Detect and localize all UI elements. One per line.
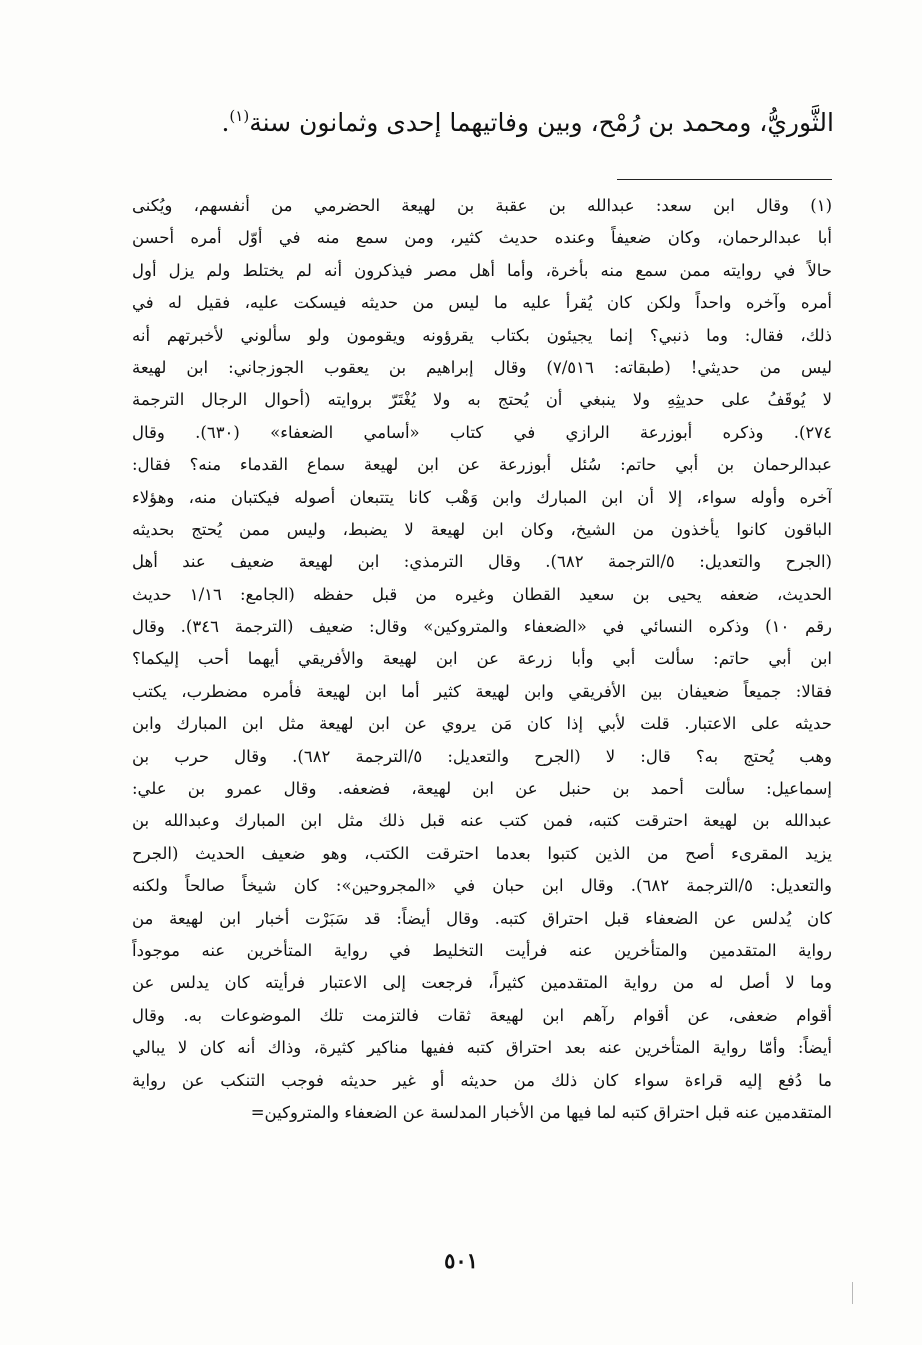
footnote-line: رقم ١٠) وذكره النسائي في «الضعفاء والمتروكين» وقال: ضعيف (الترجمة ٣٤٦). وقال	[132, 617, 832, 637]
footnote-line: يزيد المقرىء أصح من الذين كتبوا بعدما احترقت الكتب، وهو ضعيف الحديث (الجرح	[132, 843, 832, 863]
footnote-line: كان يُدلس عن الضعفاء قبل احتراق كتبه. وقال أيضاً: قد سَبَرْت أخبار ابن لهيعة من	[132, 908, 832, 928]
footnote-separator	[617, 179, 832, 180]
footnote-line: (الجرح والتعديل: ٥/الترجمة ٦٨٢). وقال الترمذي: ابن لهيعة ضعيف عند أهل	[132, 552, 832, 572]
footnote-line: أيضاً: وأمّا رواية المتأخرين عنه بعد احتراق كتبه ففيها مناكير كثيرة، وذاك أنه كان لا يبالي	[132, 1038, 832, 1058]
footnote-line: عبدالله بن لهيعة احترقت كتبه، فمن كتب عنه قبل ذلك مثل ابن المبارك وعبدالله بن	[132, 811, 832, 831]
footnote-block	[132, 190, 832, 1129]
footnote-line: حديثه على الاعتبار. قلت لأبي إذا كان مَن يروي عن ابن لهيعة مثل ابن المبارك وابن	[132, 714, 832, 734]
footnote-line: أمره وآخره واحداً ولكن كان يُقرأ عليه ما ليس من حديثه فيسكت عليه، فقيل له في	[132, 293, 832, 313]
footnote-line: ذلك، فقال: وما ذنبي؟ إنما يجيئون بكتاب يقرؤونه ويقومون ولو سألوني لأخبرتهم أنه	[132, 325, 832, 345]
footnote-line: ٢٧٤). وذكره أبوزرعة الرازي في كتاب «أسامي الضعفاء» (٦٣٠). وقال	[132, 422, 832, 442]
footnote-line: ليس من حديثي! (طبقاته: ٧/٥١٦) وقال إبراهيم بن يعقوب الجوزجاني: ابن لهيعة	[132, 357, 832, 377]
footnote-line: ابن أبي حاتم: سألت أبي وأبا زرعة عن ابن لهيعة والأفريقي أيهما أحب إليكما؟	[132, 649, 832, 669]
footnote-line: والتعديل: ٥/الترجمة ٦٨٢). وقال ابن حبان في «المجروحين»: كان شيخاً صالحاً ولكنه	[132, 876, 832, 896]
footnote-line: أبا عبدالرحمان، وكان ضعيفاً وعنده حديث كثير، ومن سمع منه في أوّل أمره أحسن	[132, 228, 832, 248]
footnote-line: آخره وأوله سواء، إلا أن ابن المبارك وابن وَهْب كانا يتتبعان أصوله فيكتبان منه، وهؤلاء	[132, 487, 832, 507]
main-text-line	[214, 96, 834, 143]
footnote-line: فقالا: جميعاً ضعيفان بين الأفريقي وابن لهيعة كثير أما ابن لهيعة فأمره مضطرب، يكتب	[132, 681, 832, 701]
footnote-line: (١) وقال ابن سعد: عبدالله بن عقبة بن لهيعة الحضرمي من أنفسهم، ويُكنى	[132, 196, 832, 215]
scan-artifact	[852, 1282, 853, 1304]
footnote-line: الحديث، ضعفه يحيى بن سعيد القطان وغيره من قبل حفظه (الجامع: ١/١٦ حديث	[132, 584, 832, 604]
main-text: الثَّوريُّ، ومحمد بن رُمْح، وبين وفاتيهما إحدى وثمانون سنة	[249, 108, 834, 137]
footnote-line: حالاً في روايته ممن سمع منه بأخرة، وأما أهل مصر فيذكرون أنه لم يختلط ولم يزل أول	[132, 260, 832, 280]
footnote-line: وما لا أصل له من رواية المتقدمين كثيراً، فرجعت إلى الاعتبار فرأيته كان يدلس عن	[132, 973, 832, 993]
main-text-end: .	[221, 108, 230, 137]
footnote-reference[interactable]: (١)	[229, 107, 250, 125]
footnote-line: إسماعيل: سألت أحمد بن حنبل عن ابن لهيعة، فضعفه. وقال عمرو بن علي:	[132, 779, 832, 799]
footnote-line: ما دُفع إليه قراءة سواء كان ذلك من حديثه أو غير حديثه فوجب التنكب عن رواية	[132, 1070, 832, 1090]
footnote-line: عبدالرحمان بن أبي حاتم: سُئل أبوزرعة عن ابن لهيعة سماع القدماء منه؟ فقال:	[132, 455, 832, 475]
footnote-line: أقوام ضعفى، عن أقوام رآهم ابن لهيعة ثقات فالتزمت تلك الموضوعات به. وقال	[132, 1005, 832, 1025]
footnote-line: الباقون كانوا يأخذون من الشيخ، وكان ابن لهيعة لا يضبط، وليس ممن يُحتج بحديثه	[132, 519, 832, 539]
footnote-line: المتقدمين عنه قبل احتراق كتبه لما فيها من الأخبار المدلسة عن الضعفاء والمتروكين=	[250, 1102, 832, 1122]
page-number: ٥٠١	[444, 1248, 478, 1273]
footnote-line: وهب يُحتج به؟ قال: لا (الجرح والتعديل: ٥/الترجمة ٦٨٢). وقال حرب بن	[132, 746, 832, 766]
footnote-line: لا يُوقَفُ على حديثِهِ ولا ينبغي أن يُحتج به ولا يُغْتَرّ بروايته (أحوال الرجال الترجمة	[132, 390, 832, 410]
footnote-line: رواية المتقدمين والمتأخرين عنه فرأيت التخليط في رواية المتأخرين عنه موجوداً	[132, 940, 832, 960]
